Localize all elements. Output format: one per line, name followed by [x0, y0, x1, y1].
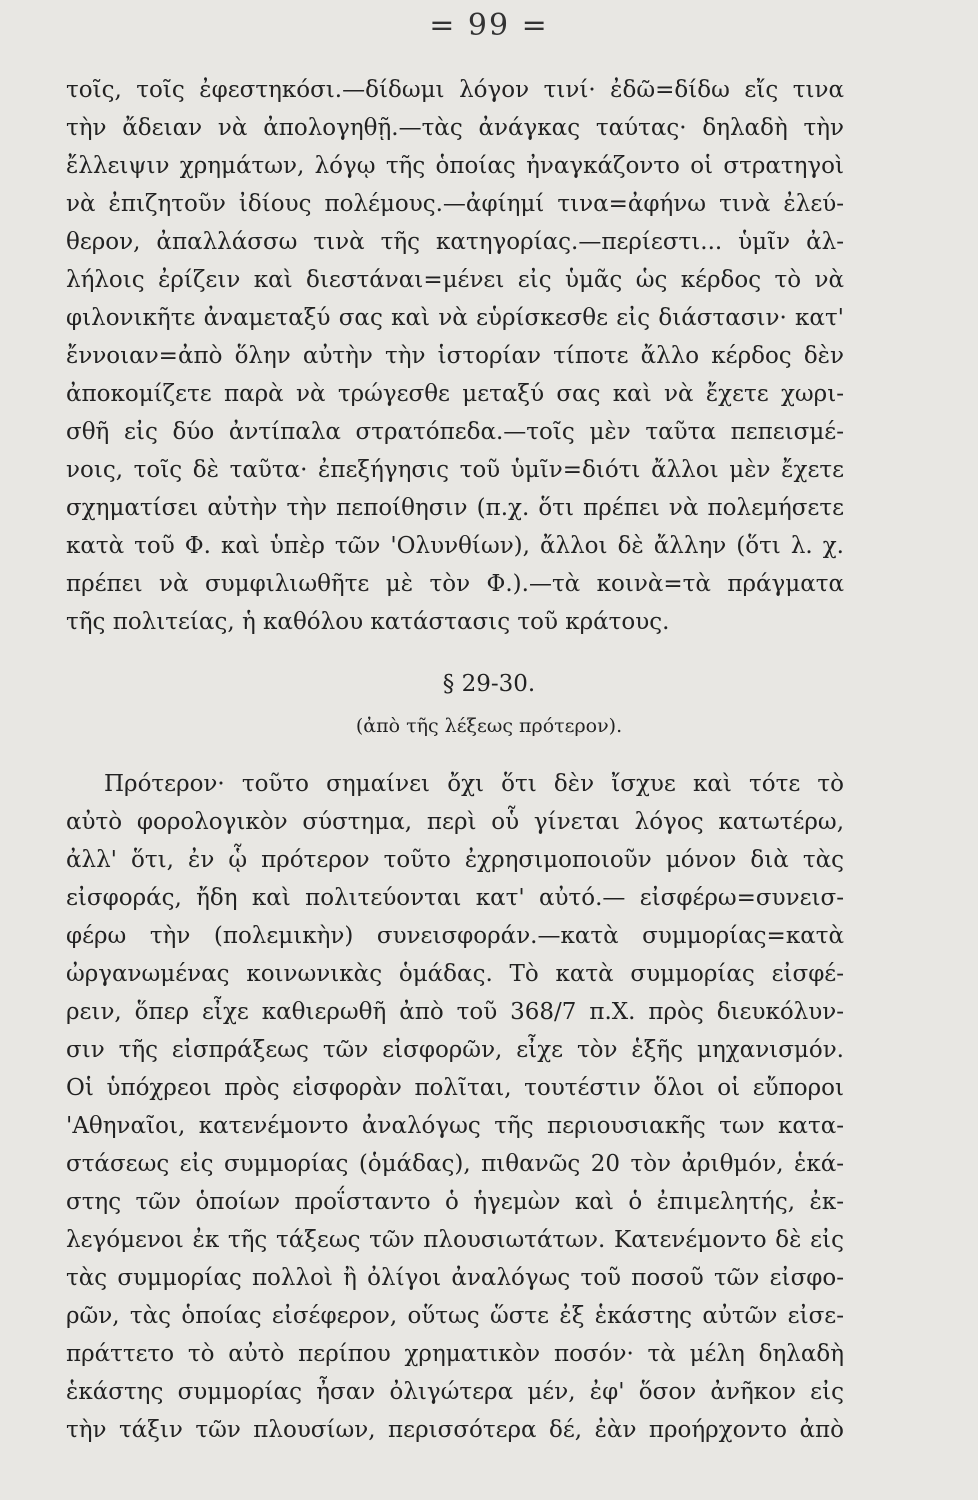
text-line: νοις, τοῖς δὲ ταῦτα· ἐπεξήγησις τοῦ ὑμῖν=διότι ἄλλοι μὲν ἔχετε — [66, 457, 844, 483]
text-line: σχηματίσει αὐτὴν τὴν πεποίθησιν (π.χ. ὅτι πρέπει νὰ πολεμήσετε — [66, 495, 844, 521]
text-line: στάσεως εἰς συμμορίας (ὁμάδας), πιθανῶς 20 τὸν ἀριθμόν, ἑκά- — [66, 1151, 844, 1177]
text-line: πράττετο τὸ αὐτὸ περίπου χρηματικὸν ποσόν· τὰ μέλη δηλαδὴ — [66, 1341, 844, 1367]
text-line: τῆς πολιτείας, ἡ καθόλου κατάστασις τοῦ κράτους. — [66, 609, 670, 635]
text-line: Πρότερον· τοῦτο σημαίνει ὄχι ὅτι δὲν ἴσχυε καὶ τότε τὸ — [104, 771, 844, 797]
text-line: νὰ ἐπιζητοῦν ἰδίους πολέμους.—ἀφίημί τινα=ἀφήνω τινὰ ἐλεύ- — [66, 191, 844, 217]
text-line: θερον, ἀπαλλάσσω τινὰ τῆς κατηγορίας.—περίεστι... ὑμῖν ἀλ- — [66, 229, 844, 255]
text-line: ἀλλ' ὅτι, ἐν ᾧ πρότερον τοῦτο ἐχρησιμοποιοῦν μόνον διὰ τὰς — [66, 847, 844, 873]
text-line: τὴν ἄδειαν νὰ ἀπολογηθῇ.—τὰς ἀνάγκας ταύτας· δηλαδὴ τὴν — [66, 115, 844, 141]
text-line: σθῆ εἰς δύο ἀντίπαλα στρατόπεδα.—τοῖς μὲν ταῦτα πεπεισμέ- — [66, 419, 844, 445]
text-line: ρῶν, τὰς ὁποίας εἰσέφερον, οὕτως ὥστε ἐξ ἑκάστης αὐτῶν εἰσε- — [66, 1303, 844, 1329]
text-line: 'Αθηναῖοι, κατενέμοντο ἀναλόγως τῆς περιουσιακῆς των κατα- — [66, 1113, 844, 1139]
text-line: σιν τῆς εἰσπράξεως τῶν εἰσφορῶν, εἶχε τὸν ἑξῆς μηχανισμόν. — [66, 1037, 844, 1063]
section-subheading: (ἀπὸ τῆς λέξεως πρότερον). — [355, 715, 623, 737]
text-line: ὠργανωμένας κοινωνικὰς ὁμάδας. Τὸ κατὰ συμμορίας εἰσφέ- — [66, 961, 844, 987]
text-line: λεγόμενοι ἐκ τῆς τάξεως τῶν πλουσιωτάτων. Κατενέμοντο δὲ εἰς — [66, 1227, 844, 1253]
text-line: τὰς συμμορίας πολλοὶ ἢ ὀλίγοι ἀναλόγως τοῦ ποσοῦ τῶν εἰσφο- — [66, 1265, 844, 1291]
text-line: κατὰ τοῦ Φ. καὶ ὑπὲρ τῶν 'Ολυνθίων), ἄλλοι δὲ ἄλλην (ὅτι λ. χ. — [66, 533, 844, 559]
text-line: ἑκάστης συμμορίας ἦσαν ὀλιγώτερα μέν, ἐφ' ὅσον ἀνῆκον εἰς — [66, 1379, 844, 1405]
text-line: ρειν, ὅπερ εἶχε καθιερωθῆ ἀπὸ τοῦ 368/7 π.Χ. πρὸς διευκόλυν- — [66, 999, 844, 1025]
text-line: τὴν τάξιν τῶν πλουσίων, περισσότερα δέ, ἐὰν προήρχοντο ἀπὸ — [66, 1417, 844, 1443]
text-line: λήλοις ἐρίζειν καὶ διεστάναι=μένει εἰς ὑμᾶς ὡς κέρδος τὸ νὰ — [66, 267, 844, 293]
text-line: πρέπει νὰ συμφιλιωθῆτε μὲ τὸν Φ.).—τὰ κοινὰ=τὰ πράγματα — [66, 571, 844, 597]
page-number: = 99 = — [429, 8, 549, 43]
text-line: αὐτὸ φορολογικὸν σύστημα, περὶ οὗ γίνεται λόγος κατωτέρω, — [66, 809, 844, 835]
text-line: φέρω τὴν (πολεμικὴν) συνεισφοράν.—κατὰ συμμορίας=κατὰ — [66, 923, 844, 949]
text-line: ἀποκομίζετε παρὰ νὰ τρώγεσθε μεταξύ σας καὶ νὰ ἔχετε χωρι- — [66, 381, 844, 407]
text-line: ἔλλειψιν χρημάτων, λόγῳ τῆς ὁποίας ἠναγκάζοντο οἱ στρατηγοὶ — [66, 153, 844, 179]
text-line: τοῖς, τοῖς ἐφεστηκόσι.—δίδωμι λόγον τινί· ἐδῶ=δίδω εἴς τινα — [66, 77, 844, 103]
text-line: στης τῶν ὁποίων προΐσταντο ὁ ἡγεμὼν καὶ ὁ ἐπιμελητής, ἐκ- — [66, 1189, 844, 1215]
text-line: ἔννοιαν=ἀπὸ ὅλην αὐτὴν τὴν ἱστορίαν τίποτε ἄλλο κέρδος δὲν — [66, 343, 844, 369]
text-line: Οἱ ὑπόχρεοι πρὸς εἰσφορὰν πολῖται, τουτέστιν ὅλοι οἱ εὔποροι — [66, 1075, 844, 1101]
section-heading: § 29-30. — [442, 671, 536, 697]
text-line: εἰσφοράς, ἤδη καὶ πολιτεύονται κατ' αὐτό.— εἰσφέρω=συνεισ- — [66, 885, 844, 911]
text-line: φιλονικῆτε ἀναμεταξύ σας καὶ νὰ εὑρίσκεσθε εἰς διάστασιν· κατ' — [66, 305, 844, 331]
